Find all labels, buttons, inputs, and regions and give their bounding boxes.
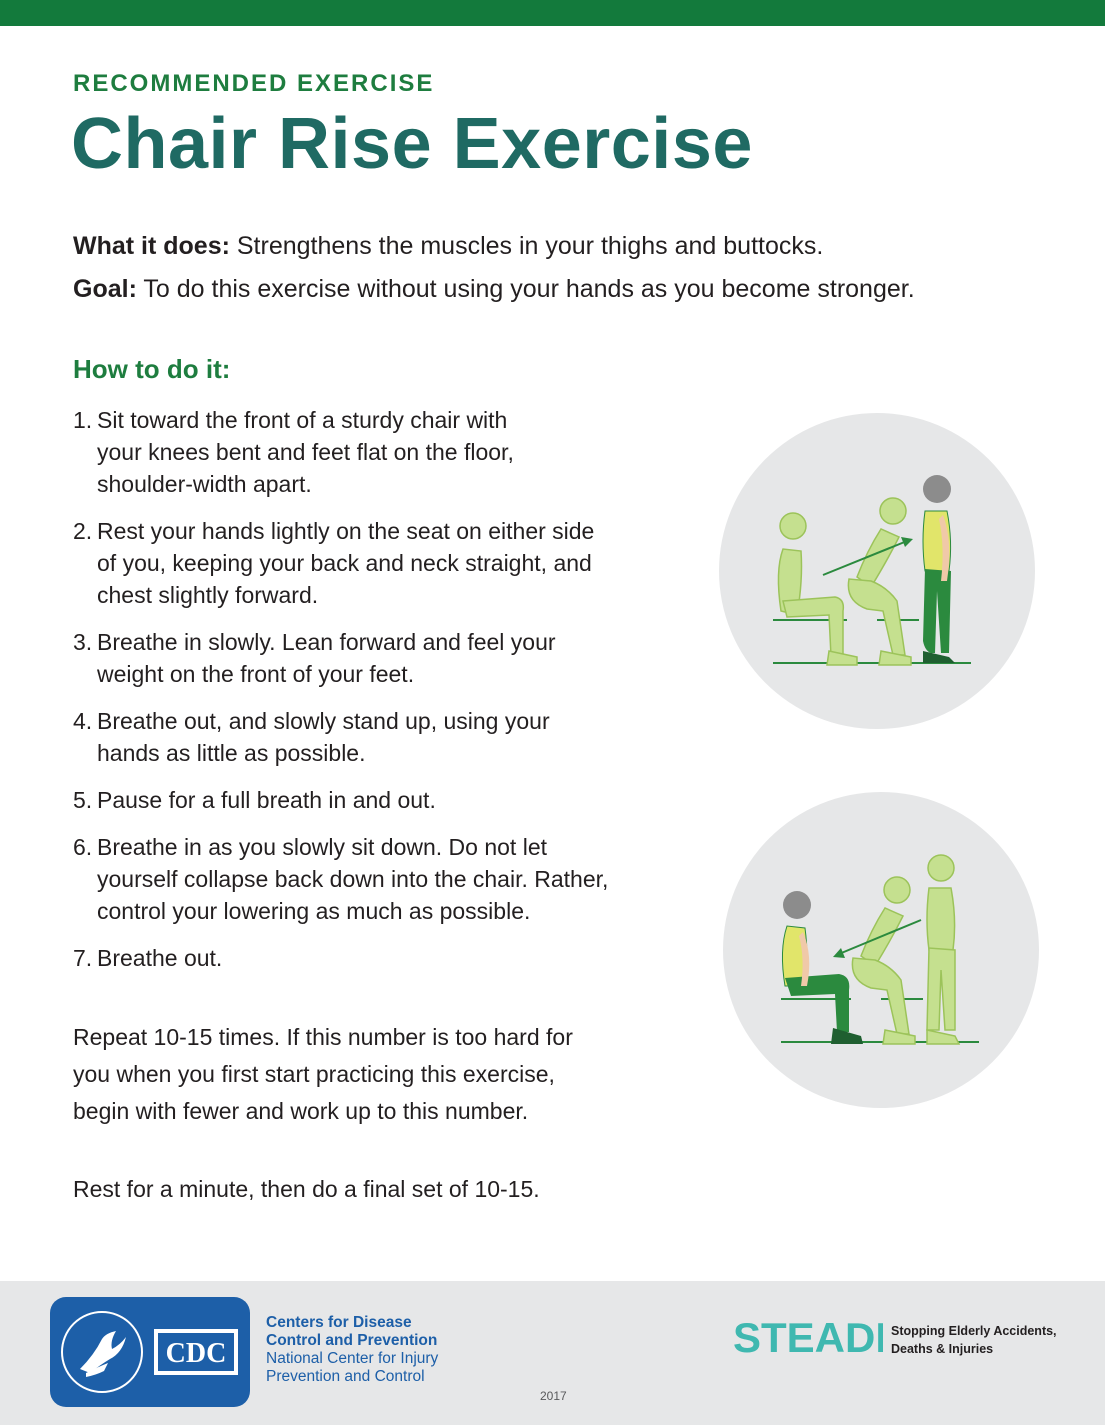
what-text: Strengthens the muscles in your thighs and buttocks.: [229, 232, 824, 260]
step-line: of you, keeping your back and neck straight, and: [97, 550, 592, 576]
cdc-line-2: Control and Prevention: [266, 1332, 438, 1349]
rest-paragraph: Rest for a minute, then do a final set of 10-15.: [73, 1176, 540, 1202]
steadi-logo-text: STEADI: [733, 1314, 883, 1358]
cdc-name: [266, 1314, 438, 1386]
repeat-line: you when you first start practicing this exercise,: [73, 1061, 555, 1087]
chair-sit-illustration: [721, 790, 1041, 1115]
what-it-does: [73, 232, 823, 261]
step-line: Rest your hands lightly on the seat on either side: [97, 518, 595, 544]
step-line: yourself collapse back down into the chair. Rather,: [97, 866, 609, 892]
cdc-line-1: Centers for Disease: [266, 1314, 412, 1331]
goal-label: Goal:: [73, 275, 137, 303]
goal: [73, 275, 915, 304]
step-line: weight on the front of your feet.: [97, 661, 415, 687]
repeat-line: Repeat 10-15 times. If this number is too hard for: [73, 1024, 573, 1050]
step-1: [73, 404, 653, 500]
step-line: Pause for a full breath in and out.: [97, 787, 436, 813]
step-line: Breathe in as you slowly sit down. Do not let: [97, 834, 548, 860]
step-line: shoulder-width apart.: [97, 471, 312, 497]
steadi-tagline: [891, 1322, 1057, 1358]
step-number: 7.: [73, 945, 93, 971]
step-7: [73, 942, 653, 974]
step-number: 3.: [73, 629, 93, 655]
steadi-tag-line-2: Deaths & Injuries: [891, 1342, 994, 1356]
goal-text: To do this exercise without using your hands as you become stronger.: [136, 275, 915, 303]
chair-rise-illustration: [717, 411, 1037, 736]
steps-list: [73, 404, 653, 989]
step-line: hands as little as possible.: [97, 740, 366, 766]
step-4: [73, 705, 653, 769]
cdc-logo: [50, 1297, 250, 1412]
step-number: 5.: [73, 787, 93, 813]
cdc-logo-text: CDC: [165, 1338, 227, 1369]
step-number: 1.: [73, 407, 93, 433]
step-line: Breathe out, and slowly stand up, using your: [97, 708, 550, 734]
step-line: Breathe in slowly. Lean forward and feel your: [97, 629, 556, 655]
step-number: 6.: [73, 834, 93, 860]
step-line: control your lowering as much as possible.: [97, 898, 531, 924]
eyebrow-label: RECOMMENDED EXERCISE: [73, 70, 435, 97]
year-label: 2017: [540, 1389, 567, 1403]
repeat-line: begin with fewer and work up to this number.: [73, 1098, 529, 1124]
step-2: [73, 515, 653, 611]
what-label: What it does:: [73, 232, 230, 260]
cdc-line-4: Prevention and Control: [266, 1368, 425, 1385]
cdc-line-3: National Center for Injury: [266, 1350, 439, 1367]
page-title: Chair Rise Exercise: [71, 104, 753, 184]
step-3: [73, 626, 653, 690]
steadi-tag-line-1: Stopping Elderly Accidents,: [891, 1324, 1057, 1338]
step-line: chest slightly forward.: [97, 582, 319, 608]
step-line: your knees bent and feet flat on the floor,: [97, 439, 514, 465]
top-bar: [0, 0, 1105, 26]
repeat-paragraph: [73, 1019, 633, 1130]
step-line: Breathe out.: [97, 945, 223, 971]
steadi-logo: [733, 1314, 883, 1363]
step-line: Sit toward the front of a sturdy chair with: [97, 407, 508, 433]
step-6: [73, 831, 653, 927]
step-number: 4.: [73, 708, 93, 734]
howto-heading: How to do it:: [73, 354, 231, 384]
step-5: [73, 784, 653, 816]
step-number: 2.: [73, 518, 93, 544]
